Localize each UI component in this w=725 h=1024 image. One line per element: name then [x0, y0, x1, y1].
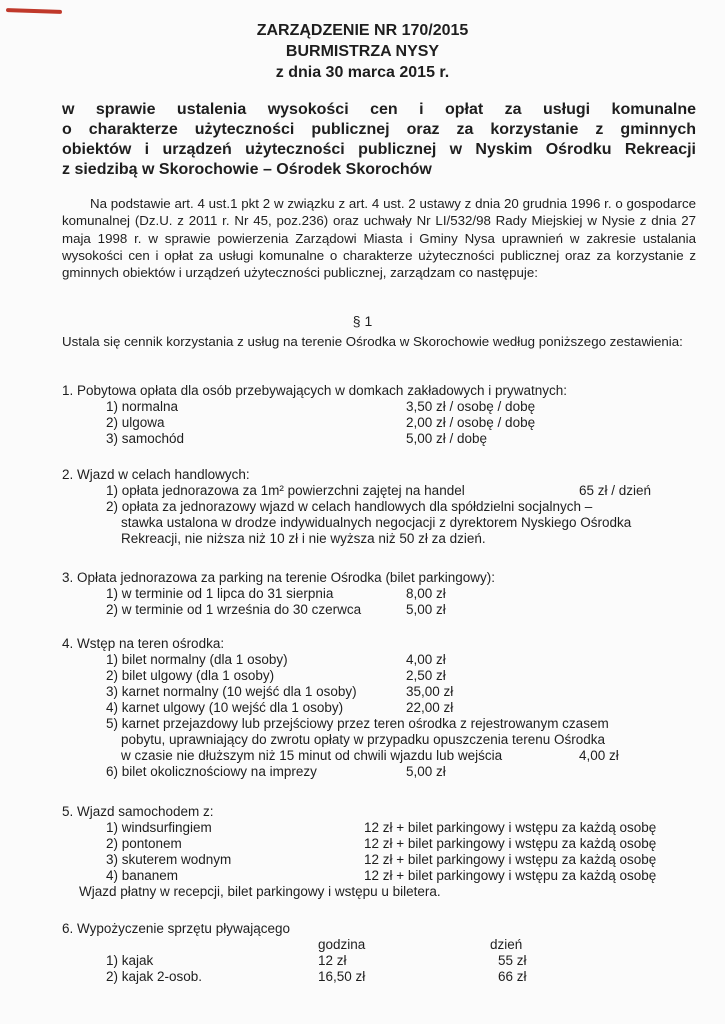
item-label: 4) bananem [106, 867, 179, 883]
item-price: 12 zł + bilet parkingowy i wstępu za każdą osobę [364, 835, 657, 851]
item-label-continuation: stawka ustalona w drodze indywidualnych negocjacji z dyrektorem Nyskiego Ośrodka [121, 514, 632, 530]
list-item [62, 764, 702, 780]
item-label: 2) bilet ulgowy (dla 1 osoby) [106, 667, 275, 683]
item-price: 65 zł / dzień [579, 482, 652, 498]
item-price: 2,50 zł [406, 667, 446, 683]
red-pen-mark [6, 8, 62, 14]
section-1-title: 1. Pobytowa opłata dla osób przebywających w domkach zakładowych i prywatnych: [62, 383, 568, 398]
list-item-continuation [62, 732, 702, 748]
item-price: 12 zł + bilet parkingowy i wstępu za każdą osobę [364, 819, 657, 835]
list-item [62, 684, 702, 700]
item-label: 6) bilet okolicznościowy na imprezy [106, 763, 317, 779]
header-line-3: z dnia 30 marca 2015 r. [275, 64, 450, 81]
section-6 [62, 921, 702, 985]
section-4-title: 4. Wstęp na teren ośrodka: [62, 636, 225, 651]
item-price: 35,00 zł [406, 683, 454, 699]
subject-line-3: obiektów i urządzeń użyteczności publicznej w Nyskim Ośrodku Rekreacji [62, 141, 696, 158]
section-5-note-row [62, 884, 702, 900]
subject-line-4: z siedzibą w Skorochowie – Ośrodek Skorochów [62, 161, 432, 178]
subject-line-1: w sprawie ustalenia wysokości cen i opłat za usługi komunalne [62, 101, 696, 118]
list-item [62, 852, 702, 868]
list-item [62, 868, 702, 884]
item-price: 5,00 zł [406, 763, 446, 779]
table-row [62, 969, 702, 985]
list-item-continuation [62, 515, 702, 531]
list-item [62, 602, 702, 618]
item-label: 3) samochód [106, 430, 185, 446]
item-label: 2) w terminie od 1 września do 30 czerwca [106, 601, 362, 617]
item-label-continuation: pobytu, uprawniający do zwrotu opłaty w przypadku opuszczenia terenu Ośrodka [121, 731, 606, 747]
item-label: 1) w terminie od 1 lipca do 31 sierpnia [106, 585, 334, 601]
item-price-hour: 12 zł [318, 952, 347, 968]
item-price: 4,00 zł [406, 651, 446, 667]
section-4 [62, 636, 702, 780]
item-price: 5,00 zł [406, 601, 446, 617]
header-line-1: ZARZĄDZENIE NR 170/2015 [256, 22, 469, 39]
item-price: 2,00 zł / osobę / dobę [406, 414, 536, 430]
item-label: 4) karnet ulgowy (10 wejść dla 1 osoby) [106, 699, 344, 715]
list-item [62, 483, 702, 499]
document-header [0, 20, 725, 83]
table-header [62, 937, 702, 953]
header-line-2: BURMISTRZA NYSY [285, 43, 440, 60]
list-item [62, 399, 702, 415]
section-6-title: 6. Wypożyczenie sprzętu pływającego [62, 921, 290, 936]
section-5-title: 5. Wjazd samochodem z: [62, 804, 214, 819]
item-price: 3,50 zł / osobę / dobę [406, 398, 536, 414]
item-price: 5,00 zł / dobę [406, 430, 488, 446]
section-5 [62, 804, 702, 900]
item-price-day: 55 zł [498, 952, 527, 968]
intro-text: Ustala się cennik korzystania z usług na terenie Ośrodka w Skorochowie według poniższego zestawienia: [62, 334, 683, 349]
item-label: 3) karnet normalny (10 wejść dla 1 osoby) [106, 683, 357, 699]
section-3-title: 3. Opłata jednorazowa za parking na terenie Ośrodka (bilet parkingowy): [62, 570, 495, 585]
item-label: 2) pontonem [106, 835, 182, 851]
item-price: 4,00 zł [579, 747, 619, 763]
item-price: 8,00 zł [406, 585, 446, 601]
list-item [62, 652, 702, 668]
list-item [62, 415, 702, 431]
list-item [62, 431, 702, 447]
item-label: 1) kajak [106, 952, 154, 968]
list-item [62, 836, 702, 852]
legal-basis-text: Na podstawie art. 4 ust.1 pkt 2 w związku z art. 4 ust. 2 ustawy z dnia 20 grudnia 1996 r. o gospodarce komunalnej (Dz.U. z 2011 r. Nr 45, poz.236) oraz uchwały Nr LI/532/98 Rady Miejskiej w Nysie z dnia 27 maja 1998 r. w sprawie powierzenia Zarządowi Miasta i Gminy Nysa uprawnień w zakresie ustalania wysokości cen i opłat za usługi komunalne o charakterze użyteczności publicznej oraz za korzystanie z gminnych obiektów i urządzeń użyteczności publicznej, zarządzam co następuje: [62, 196, 696, 281]
item-price-day: 66 zł [498, 968, 527, 984]
table-row [62, 953, 702, 969]
list-item [62, 716, 702, 732]
item-label: 1) bilet normalny (dla 1 osoby) [106, 651, 288, 667]
subject-title [62, 100, 696, 180]
item-price: 12 zł + bilet parkingowy i wstępu za każdą osobę [364, 851, 657, 867]
list-item [62, 668, 702, 684]
item-label-continuation: Rekreacji, nie niższa niż 10 zł i nie wyższa niż 50 zł za dzień. [121, 530, 486, 546]
list-item [62, 820, 702, 836]
list-item [62, 700, 702, 716]
section-2 [62, 467, 702, 547]
section-5-note: Wjazd płatny w recepcji, bilet parkingowy i wstępu u biletera. [79, 883, 441, 899]
section-2-title: 2. Wjazd w celach handlowych: [62, 467, 250, 482]
item-label: 1) normalna [106, 398, 179, 414]
list-item [62, 499, 702, 515]
item-label: 5) karnet przejazdowy lub przejściowy przez teren ośrodka z rejestrowanym czasem [106, 715, 609, 731]
item-label: 2) opłata za jednorazowy wjazd w celach handlowych dla spółdzielni socjalnych – [106, 498, 593, 514]
column-header-day: dzień [490, 936, 523, 952]
item-label: 1) opłata jednorazowa za 1m² powierzchni zajętej na handel [106, 482, 465, 498]
item-price-hour: 16,50 zł [318, 968, 366, 984]
section-1 [62, 383, 702, 447]
item-label: 2) ulgowa [106, 414, 165, 430]
list-item-continuation [62, 531, 702, 547]
item-label-continuation: w czasie nie dłuższym niż 15 minut od chwili wjazdu lub wejścia [121, 747, 503, 763]
item-label: 3) skuterem wodnym [106, 851, 232, 867]
item-label: 1) windsurfingiem [106, 819, 212, 835]
legal-basis [62, 195, 696, 281]
item-price: 12 zł + bilet parkingowy i wstępu za każdą osobę [364, 867, 657, 883]
paragraph-symbol: § 1 [352, 313, 373, 329]
item-label: 2) kajak 2-osob. [106, 968, 203, 984]
list-item [62, 586, 702, 602]
column-header-hour: godzina [318, 936, 366, 952]
item-price: 22,00 zł [406, 699, 454, 715]
list-item-continuation [62, 748, 702, 764]
subject-line-2: o charakterze użyteczności publicznej oraz za korzystanie z gminnych [62, 121, 696, 138]
section-3 [62, 570, 702, 618]
